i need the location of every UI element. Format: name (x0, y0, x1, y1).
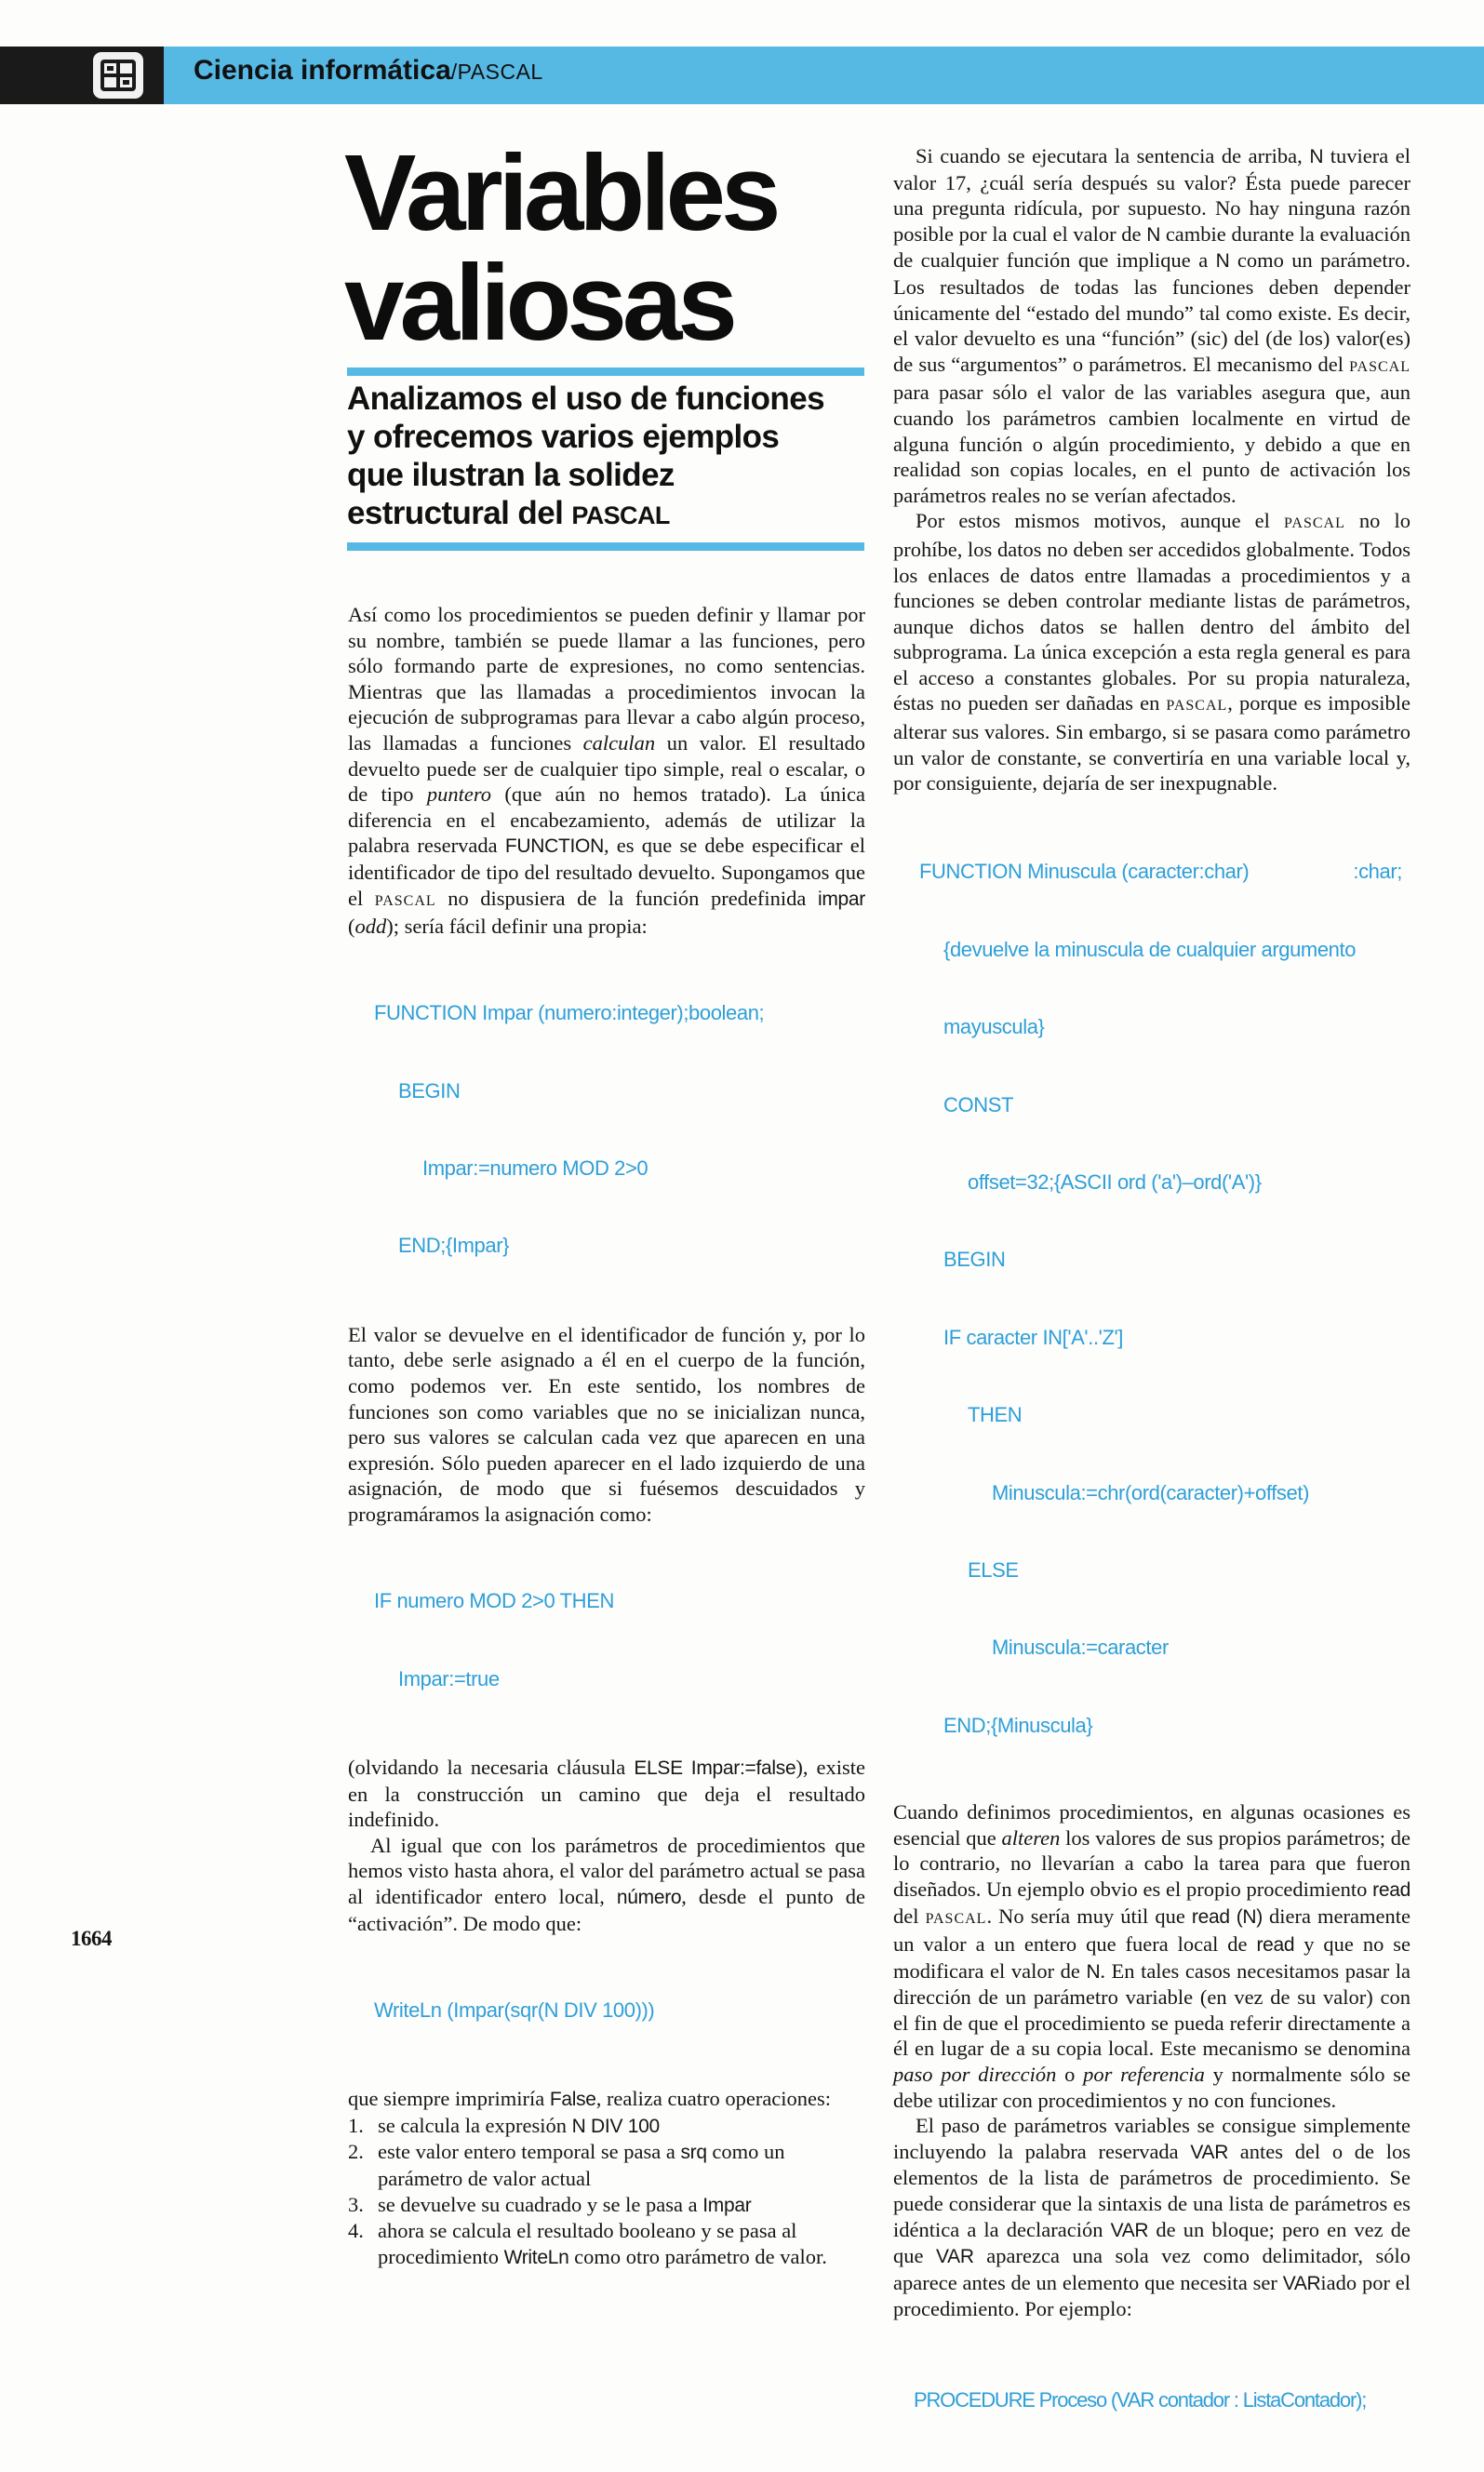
list-item: 2. este valor entero temporal se pasa a srq como un parámetro de valor actual (348, 2140, 785, 2190)
code-line: Impar:=numero MOD 2>0 (422, 1156, 648, 1181)
list-item: 1. se calcula la expresión N DIV 100 (348, 2113, 660, 2137)
code-listing (914, 2335, 1410, 2465)
operations-list (348, 2113, 865, 2271)
article-headline (344, 132, 865, 363)
code-line: offset=32;{ASCII ord ('a')–ord('A')} (968, 1170, 1262, 1194)
code-line: Minuscula:=chr(ord(caracter)+offset) (992, 1480, 1309, 1504)
paragraph: Por estos mismos motivos, aunque el PASCAL no lo prohíbe, los datos no deben ser accedidos globalmente. Todos los enlaces de datos entre llamadas a procedimientos y a funciones se deben controlar mediante listas de parámetros, aunque dichos datos se hallen dentro del ámbito del subprograma. La única excepción a esta regla general es para el acceso a constantes globales. Por su propia naturaleza, éstas no pueden ser dañadas en PASCAL, porque es imposible alterar sus valores. Sin embargo, si se pasara como parámetro un valor de constante, se convertiría en una variable local y, por consiguiente, dejaría de ser inexpugnable. (893, 509, 1410, 795)
code-line: THEN (968, 1403, 1023, 1427)
code-line: Minuscula:=caracter (992, 1636, 1169, 1660)
paragraph: (olvidando la necesaria cláusula ELSE Impar:=false), existe en la construcción un camino que deja el resultado indefinido. (348, 1756, 865, 1832)
computer-chip-icon (93, 52, 143, 99)
code-line: {devuelve la minuscula de cualquier argumento (943, 937, 1357, 961)
code-listing (374, 1537, 865, 1744)
section-logo-block (0, 47, 164, 104)
code-line: FUNCTION Minuscula (caracter:char) :char; (919, 860, 1402, 884)
paragraph: Cuando definimos procedimientos, en algunas ocasiones es esencial que alteren los valores de sus propios parámetros; de lo contrario, no llevarían a cabo la tarea para que fueron diseñados. Un ejemplo obvio es el propio procedimiento read del PASCAL. No sería muy útil que read (N) diera meramente un valor a un entero que fuera local de read y que no se modificara el valor de N. En tales casos necesitamos pasar la dirección de un parámetro variable (en vez de su valor) con el fin de que el procedimiento se pueda referir directamente a él en lugar de a su copia local. Este mecanismo se denomina paso por dirección o por referencia y normalmente sólo se debe utilizar con procedimientos y no con funciones. (893, 1800, 1410, 2112)
headline-line: Variables (344, 132, 777, 253)
paragraph: Así como los procedimientos se pueden definir y llamar por su nombre, también se puede llamar a las funciones, pero sólo formando parte de expresiones, no como sentencias. Mientras que las llamadas a procedimientos invocan la ejecución de subprogramas para llevar a cabo algún proceso, las llamadas a funciones calculan un valor. El resultado devuelto puede ser de cualquier tipo simple, real o escalar, o de tipo puntero (que aún no hemos tratado). La única diferencia en el encabezamiento, además de utilizar la palabra reservada FUNCTION, es que se debe especificar el identificador de tipo del resultado devuelto. Supongamos que el PASCAL no dispusiera de la función predefinida impar (odd); sería fácil definir una propia: (348, 603, 865, 939)
paragraph: El paso de parámetros variables se consigue simplemente incluyendo la palabra reservada VAR antes del o de los elementos de la lista de parámetros de procedimiento. Se puede considerar que la sintaxis de una lista de parámetros es idéntica a la declaración VAR de un bloque; pero en vez de que VAR aparezca una sola vez como delimitador, sólo aparece antes de un elemento que necesita ser VARiado por el procedimiento. Por ejemplo: (893, 2114, 1410, 2321)
deck-rule-top (347, 367, 864, 376)
deck-rule-bottom (347, 542, 864, 551)
code-listing (919, 808, 1410, 1790)
paragraph: El valor se devuelve en el identificador de función y, por lo tanto, debe serle asignado a él en el cuerpo de la función, como podemos ver. En este sentido, los nombres de funciones son como variables que no se inicializan nunca, pero sus valores se calculan cada vez que aparecen en una expresión. Sólo pueden aparecer en el lado izquierdo de una asignación, de modo que si fuésemos descuidados y programáramos la asignación como: (348, 1322, 865, 1527)
code-line: WriteLn (Impar(sqr(N DIV 100))) (374, 1998, 655, 2022)
deck-line: y ofrecemos varios ejemplos (347, 419, 780, 455)
headline-line: valiosas (344, 242, 733, 363)
deck-line: Analizamos el uso de funciones (347, 381, 824, 417)
code-line: CONST (943, 1092, 1014, 1116)
section-subname: /PASCAL (450, 60, 543, 84)
deck-line: que ilustran la solidez (347, 457, 675, 493)
paragraph: Al igual que con los parámetros de procedimientos que hemos visto hasta ahora, el valor del parámetro actual se pasa al identificador entero local, número, desde el punto de “activación”. De modo que: (348, 1833, 865, 1935)
code-line: IF numero MOD 2>0 THEN (374, 1589, 614, 1613)
section-title (194, 55, 543, 87)
code-line: mayuscula} (943, 1015, 1045, 1039)
code-listing (374, 1945, 865, 2075)
article-deck (347, 380, 868, 535)
code-line: Impar:=true (398, 1666, 500, 1690)
code-line: END;{Impar} (398, 1234, 510, 1258)
section-name: Ciencia informática (194, 55, 451, 86)
code-line: BEGIN (398, 1078, 461, 1102)
code-line: FUNCTION Impar (numero:integer);boolean; (374, 1001, 765, 1025)
body-column-right (893, 143, 1410, 2472)
deck-line: estructural del PASCAL (347, 495, 670, 531)
list-item: 3. se devuelve su cuadrado y se le pasa a Impar (348, 2192, 752, 2216)
page-number: 1664 (71, 1927, 112, 1950)
code-line: IF caracter IN['A'..'Z'] (943, 1325, 1124, 1349)
code-line: PROCEDURE Proceso (VAR contador : ListaContador); (914, 2387, 1367, 2412)
code-line: END;{Minuscula} (943, 1713, 1093, 1737)
list-item: 4. ahora se calcula el resultado booleano y se pasa al procedimiento WriteLn como otro parámetro de valor. (348, 2219, 827, 2268)
paragraph: que siempre imprimiría False, realiza cuatro operaciones: (348, 2087, 832, 2111)
code-line: BEGIN (943, 1248, 1006, 1272)
code-listing (374, 949, 865, 1311)
paragraph: Si cuando se ejecutara la sentencia de arriba, N tuviera el valor 17, ¿cuál sería después su valor? Ésta puede parecer una pregunta ridícula, por supuesto. No hay ninguna razón posible por la cual el valor de N cambie durante la evaluación de cualquier función que implique a N como un parámetro. Los resultados de todas las funciones deben depender únicamente del “estado del mundo” tal como existe. Es decir, el valor devuelto es una “función” (sic) del (de los) valor(es) de sus “argumentos” o parámetros. El mecanismo del PASCAL para pasar sólo el valor de las variables asegura que, aun cuando los parámetros cambien localmente en virtud de alguna función o algún procedimiento, y debido a que en realidad son copias locales, en el punto de activación los parámetros reales no se verían afectados. (893, 144, 1411, 507)
code-line: ELSE (968, 1557, 1019, 1582)
body-column-left (348, 602, 865, 2270)
